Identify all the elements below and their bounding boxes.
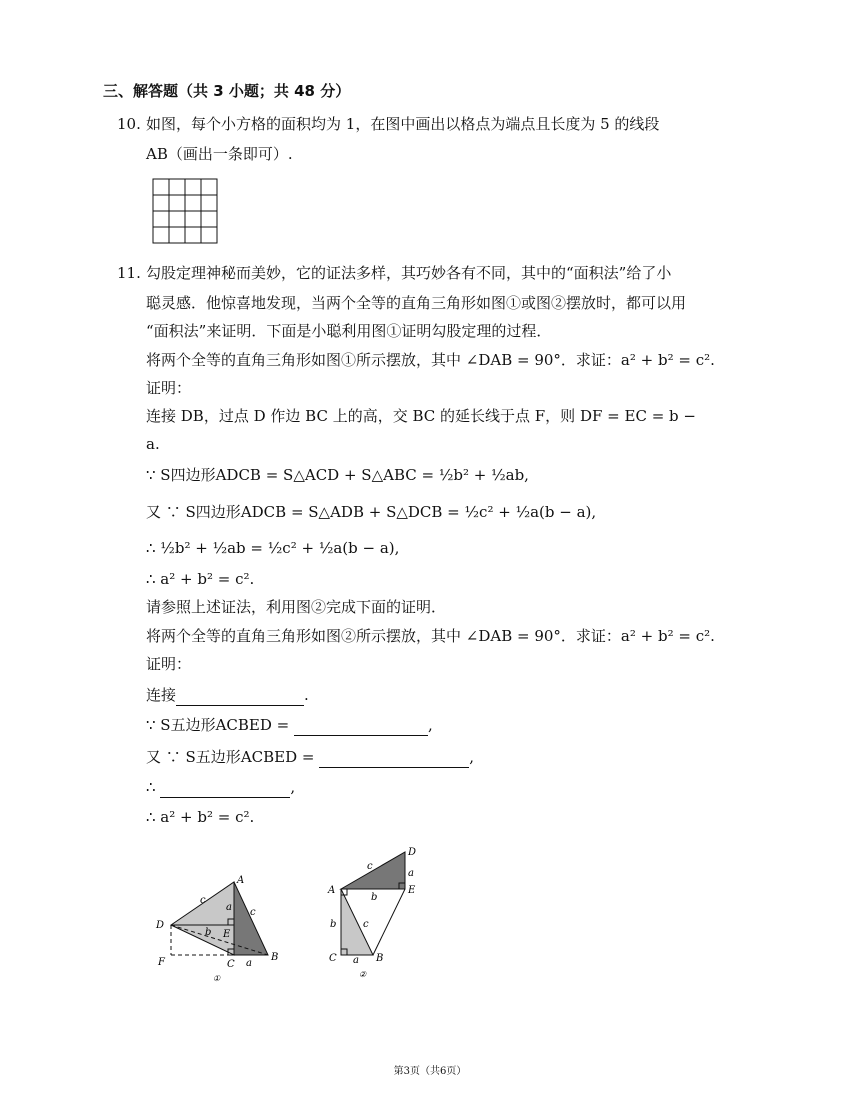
q11-number: 11. (117, 264, 141, 282)
q11-line3: “面积法”来证明．下面是小聪利用图①证明勾股定理的过程． (146, 322, 552, 340)
fig2-label-a2: a (353, 955, 359, 966)
q11-line2: 聪灵感．他惊喜地发现，当两个全等的直角三角形如图①或图②摆放时，都可以用 (146, 294, 687, 312)
fig2-label-D: D (408, 847, 417, 858)
q11-line10: ∴ ½b² + ½ab = ½c² + ½a(b − a), (146, 539, 400, 557)
q11-line8: ∵ S四边形ADCB = S△ACD + S△ABC = ½b² + ½ab, (146, 466, 529, 484)
grid-figure (152, 178, 219, 245)
figure-1 (150, 865, 290, 985)
fig2-label-B: B (376, 953, 384, 964)
fig2-label-c1: c (367, 861, 373, 872)
fig1-label-B: B (271, 952, 279, 963)
fig1-label-D: D (156, 920, 165, 931)
q11-line9: 又 ∵ S四边形ADCB = S△ADB + S△DCB = ½c² + ½a(b − a), (146, 503, 597, 521)
fig1-label-F: F (158, 957, 165, 968)
q11-line6: 连接 DB，过点 D 作边 BC 上的高，交 BC 的延长线于点 F，则 DF = EC = b − (146, 407, 696, 425)
q11-line5: 证明： (146, 379, 192, 397)
fig1-caption: ① (213, 974, 221, 983)
q10-line1: 如图，每个小方格的面积均为 1，在图中画出以格点为端点且长度为 5 的线段 (146, 115, 660, 133)
fig1-label-a2: a (246, 958, 252, 969)
answer-blank-connect[interactable] (176, 689, 304, 706)
q11-line15: 连接 (146, 686, 177, 704)
q11-line13: 将两个全等的直角三角形如图②所示摆放，其中 ∠DAB = 90°．求证：a² + b² = c². (146, 627, 715, 645)
fig1-label-a1: a (226, 902, 232, 913)
q11-line18: ∴ (146, 778, 156, 796)
answer-blank-equation[interactable] (160, 781, 290, 798)
q11-line12: 请参照上述证法，利用图②完成下面的证明． (146, 598, 447, 616)
fig1-label-b: b (205, 927, 212, 938)
q11-line4: 将两个全等的直角三角形如图①所示摆放，其中 ∠DAB = 90°．求证：a² + b² = c². (146, 351, 715, 369)
q11-line11: ∴ a² + b² = c². (146, 570, 255, 588)
fig2-label-c2: c (363, 919, 369, 930)
fig2-label-C: C (329, 953, 337, 964)
q11-line17: 又 ∵ S五边形ACBED = (146, 748, 315, 766)
fig1-label-A: A (237, 875, 245, 886)
fig2-label-E: E (408, 885, 416, 896)
q11-line1: 勾股定理神秘而美妙，它的证法多样，其巧妙各有不同，其中的“面积法”给了小 (146, 264, 672, 282)
fig2-label-a1: a (408, 868, 414, 879)
section-title: 三、解答题（共 3 小题；共 48 分） (103, 82, 351, 100)
q11-line14: 证明： (146, 655, 192, 673)
fig2-label-A: A (328, 885, 336, 896)
fig1-label-E: E (223, 929, 231, 940)
fig1-label-c1: c (200, 895, 206, 906)
q10-number: 10. (117, 115, 141, 133)
fig1-label-C: C (227, 959, 235, 970)
page-footer: 第3页（共6页） (393, 1066, 467, 1077)
fig1-label-c2: c (250, 907, 256, 918)
figure-2 (325, 843, 435, 983)
q11-line7: a. (146, 435, 160, 453)
q11-line19: ∴ a² + b² = c². (146, 808, 255, 826)
fig2-caption: ② (359, 970, 367, 979)
q10-line2: AB（画出一条即可）. (146, 145, 293, 163)
q11-line16: ∵ S五边形ACBED = (146, 716, 290, 734)
answer-blank-area1[interactable] (294, 719, 428, 736)
fig2-label-b2: b (330, 919, 337, 930)
answer-blank-area2[interactable] (319, 751, 469, 768)
fig2-label-b1: b (371, 892, 378, 903)
